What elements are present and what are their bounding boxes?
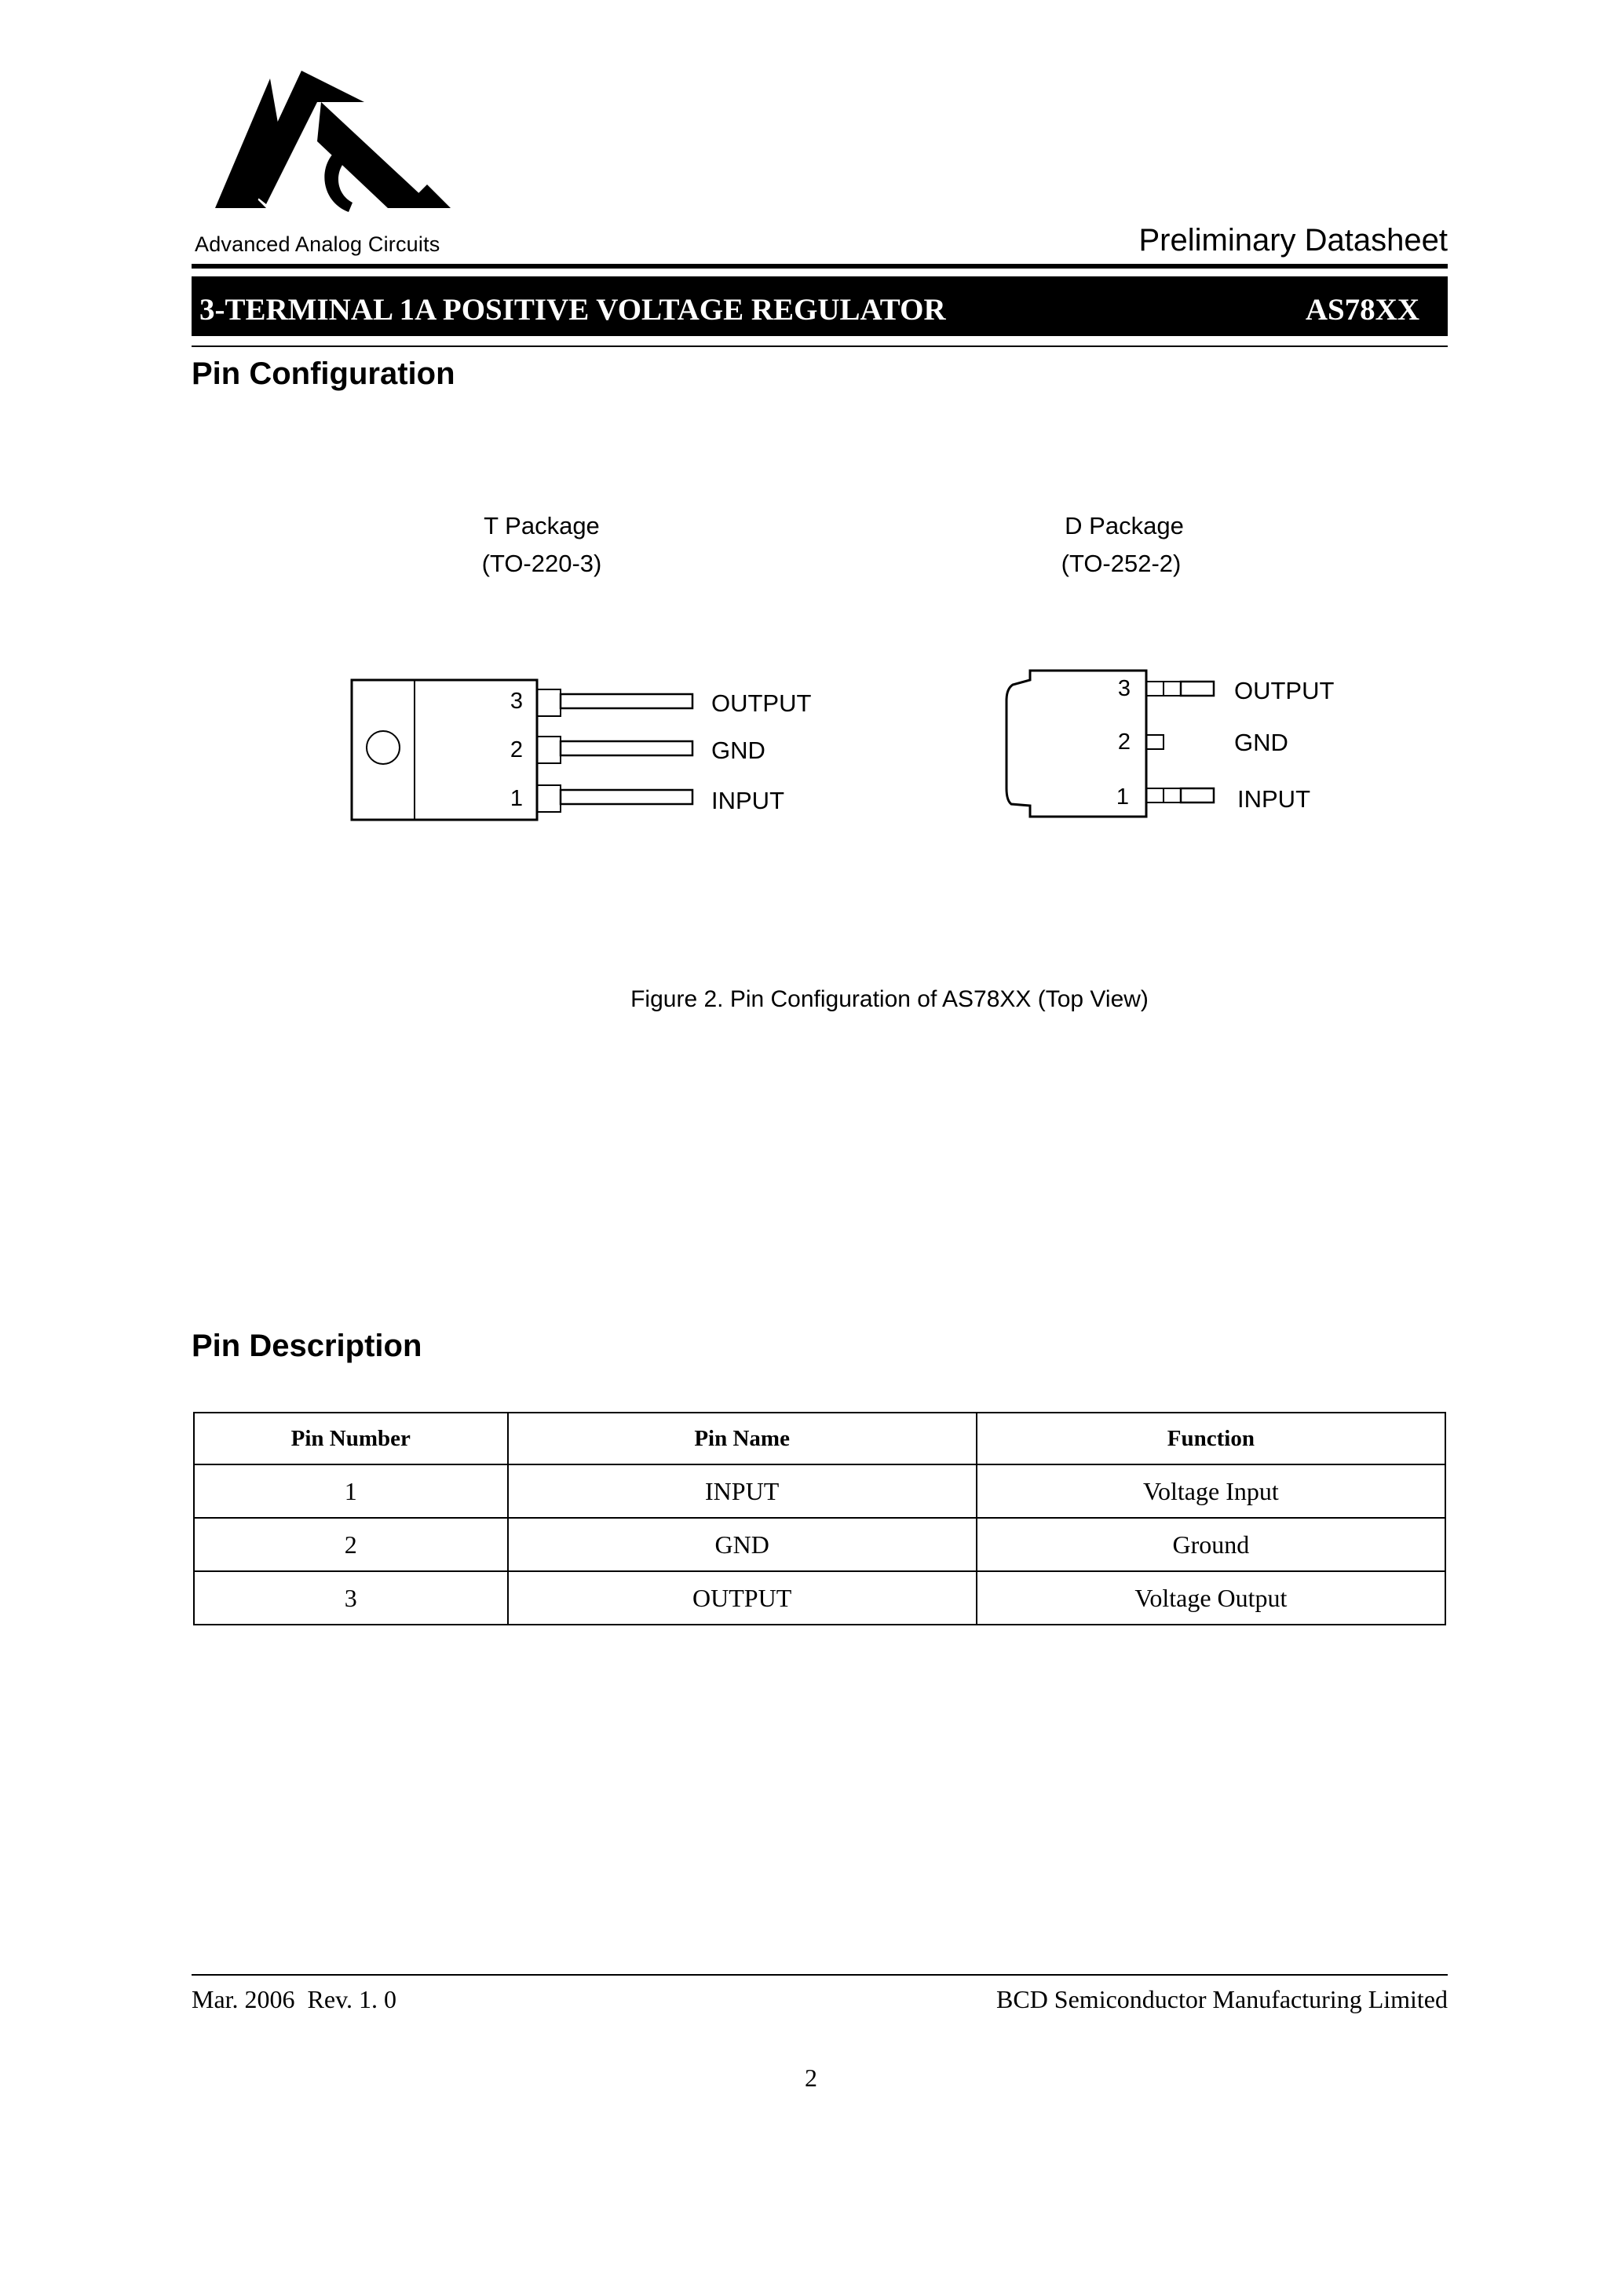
pin-configuration-diagram (0, 0, 1622, 1021)
t-package-name: T Package (484, 512, 600, 539)
t-pin-number: 3 (510, 689, 524, 714)
d-pin-number: 3 (1117, 676, 1131, 701)
table-row (194, 1518, 1445, 1571)
cell-function: Ground (977, 1518, 1445, 1571)
d-pin-number: 2 (1117, 729, 1131, 755)
cell-pin-number: 2 (194, 1518, 508, 1571)
d-package-name: D Package (1065, 512, 1184, 539)
column-header-function: Function (977, 1413, 1445, 1464)
column-header-pin-name: Pin Name (508, 1413, 977, 1464)
figure-caption: Figure 2. Pin Configuration of AS78XX (Top View) (630, 986, 1149, 1012)
table-row (194, 1571, 1445, 1625)
t-pin-number: 2 (510, 737, 524, 762)
cell-pin-name: GND (508, 1518, 977, 1571)
footer-rule (192, 1974, 1448, 1976)
page-number-wrapper (0, 2064, 1622, 2093)
cell-function: Voltage Output (977, 1571, 1445, 1625)
d-pin-number: 1 (1116, 784, 1130, 810)
column-header-pin-number: Pin Number (194, 1413, 508, 1464)
part-number: AS78XX (1305, 293, 1419, 327)
cell-function: Voltage Input (977, 1464, 1445, 1518)
figure-caption-wrapper (0, 986, 1622, 1013)
document-title: 3-TERMINAL 1A POSITIVE VOLTAGE REGULATOR (199, 293, 946, 327)
footer-date-revision: Mar. 2006 Rev. 1. 0 (192, 1985, 397, 2013)
d-package-outline (1006, 671, 1214, 817)
logo-text: Advanced Analog Circuits (195, 232, 440, 256)
d-pin-name: INPUT (1237, 785, 1310, 813)
cell-pin-name: OUTPUT (508, 1571, 977, 1625)
t-pin-name: OUTPUT (711, 689, 812, 717)
cell-pin-name: INPUT (508, 1464, 977, 1518)
page-number: 2 (805, 2064, 817, 2092)
table-row (194, 1464, 1445, 1518)
d-package-code: (TO-252-2) (1061, 550, 1182, 577)
section-heading-pin-configuration: Pin Configuration (192, 356, 455, 391)
table-header-row (194, 1413, 1445, 1464)
t-pin-number: 1 (510, 786, 524, 811)
document-status: Preliminary Datasheet (1138, 223, 1448, 258)
t-pin-name: INPUT (711, 787, 784, 814)
section-heading-pin-description: Pin Description (192, 1329, 422, 1363)
d-pin-name: OUTPUT (1234, 677, 1335, 704)
d-pin-name: GND (1234, 729, 1288, 756)
t-package-code: (TO-220-3) (481, 550, 602, 577)
pin-description-table (193, 1412, 1446, 1625)
footer-company: BCD Semiconductor Manufacturing Limited (996, 1985, 1448, 2013)
cell-pin-number: 3 (194, 1571, 508, 1625)
cell-pin-number: 1 (194, 1464, 508, 1518)
t-pin-name: GND (711, 737, 765, 764)
